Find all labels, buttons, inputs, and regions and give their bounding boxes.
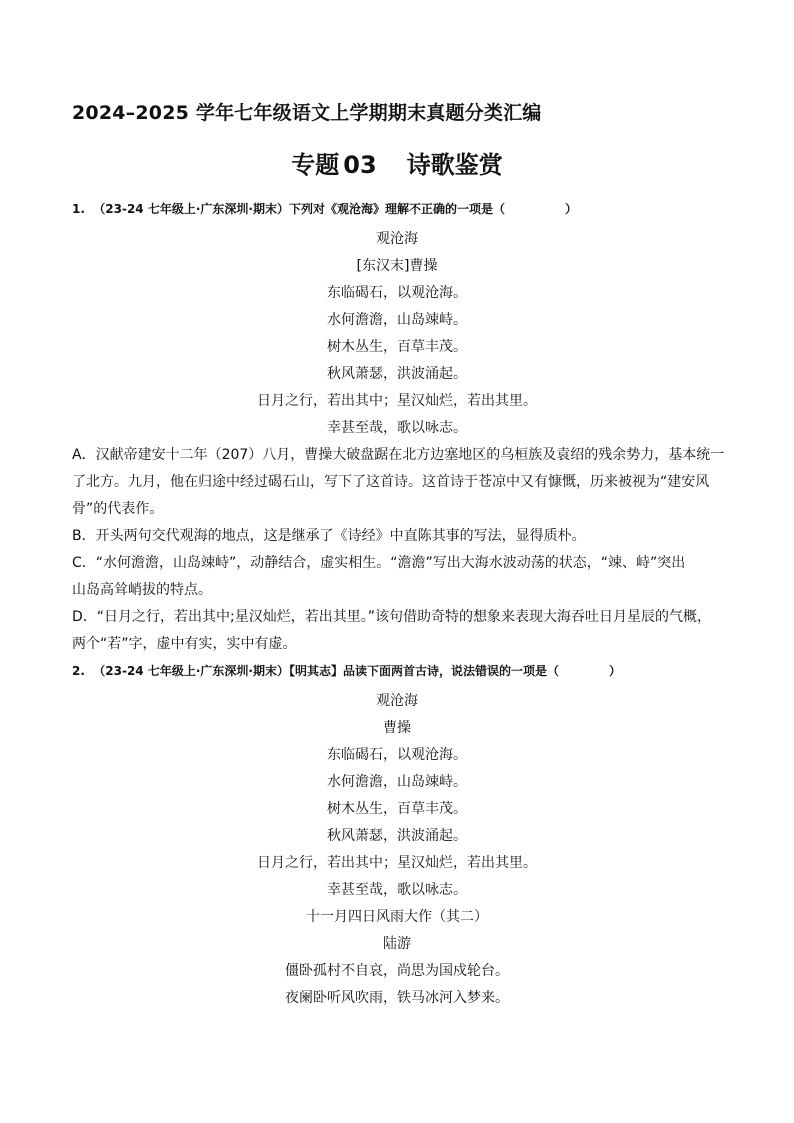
- q2-poem1-line: 树木丛生，百草丰茂。: [327, 801, 467, 817]
- option-d-cont: 两个“若”字，虚中有实，实中有虚。: [72, 636, 297, 652]
- q2-poem1-line: 水何澹澹，山岛竦峙。: [327, 774, 467, 790]
- option-d: D．“日月之行，若出其中;星汉灿烂，若出其里。”该句借助奇特的想象来表现大海吞吐日月星辰的气概，: [72, 609, 712, 625]
- topic-prefix: 专题: [291, 151, 340, 179]
- q2-poem2-line: 僵卧孤村不自哀，尚思为国戍轮台。: [285, 963, 509, 979]
- question-2-source: （23-24 七年级上·广东深圳·期末）: [93, 664, 289, 678]
- q2-poem1-line: 东临碣石，以观沧海。: [327, 747, 467, 763]
- q1-poem-line: 幸甚至哉，歌以咏志。: [327, 420, 467, 436]
- topic-title: [0, 145, 794, 180]
- question-1-source: （23-24 七年级上·广东深圳·期末）: [93, 202, 289, 216]
- q2-poem1-line: 秋风萧瑟，洪波涌起。: [327, 828, 467, 844]
- option-c-cont: 山岛高耸峭拔的特点。: [72, 582, 212, 598]
- question-2-close: ）: [608, 664, 621, 678]
- q1-poem-line: 水何澹澹，山岛竦峙。: [327, 312, 467, 328]
- question-2-stem: [72, 662, 621, 679]
- question-1-stem: [72, 200, 577, 217]
- option-a-cont: 骨”的代表作。: [72, 501, 164, 517]
- q2-poem2-title: 十一月四日风雨大作（其二）: [306, 909, 488, 925]
- option-c: C．“水何澹澹，山岛竦峙”，动静结合，虚实相生。“澹澹”写出大海水波动荡的状态，“竦、峙”突出: [72, 555, 686, 571]
- option-b: B．开头两句交代观海的地点，这是继承了《诗经》中直陈其事的写法，显得质朴。: [72, 528, 586, 544]
- q2-poem2-author: 陆游: [383, 936, 411, 952]
- topic-number: 03: [343, 151, 377, 179]
- option-a: A．汉献帝建安十二年（207）八月，曹操大破盘踞在北方边塞地区的乌桓族及袁绍的残余势力，基本统一: [72, 447, 725, 463]
- document-main-title: 2024–2025 学年七年级语文上学期期末真题分类汇编: [72, 102, 542, 124]
- question-1-number: 1.: [72, 202, 85, 216]
- q2-poem1-line: 幸甚至哉，歌以咏志。: [327, 882, 467, 898]
- topic-name: 诗歌鉴赏: [406, 151, 503, 179]
- q1-poem-line: 日月之行，若出其中；星汉灿烂，若出其里。: [257, 393, 537, 409]
- q1-poem-line: 秋风萧瑟，洪波涌起。: [327, 366, 467, 382]
- q1-poem-title: 观沧海: [376, 231, 418, 247]
- question-2-text: 【明其志】品读下面两首古诗，说法错误的一项是（: [288, 664, 559, 678]
- q2-poem1-author: 曹操: [383, 720, 411, 736]
- q2-poem1-line: 日月之行，若出其中；星汉灿烂，若出其里。: [257, 855, 537, 871]
- question-2-number: 2.: [72, 664, 85, 678]
- q2-poem2-line: 夜阑卧听风吹雨，铁马冰河入梦来。: [285, 990, 509, 1006]
- question-1-text: 下列对《观沧海》理解不正确的一项是（: [288, 202, 505, 216]
- option-a-cont: 了北方。九月，他在归途中经过碣石山，写下了这首诗。这首诗于苍凉中又有慷慨，历来被视为“建安风: [72, 474, 710, 490]
- question-1-close: ）: [564, 202, 577, 216]
- q1-poem-line: 东临碣石，以观沧海。: [327, 285, 467, 301]
- q2-poem1-title: 观沧海: [376, 693, 418, 709]
- q1-poem-line: 树木丛生，百草丰茂。: [327, 339, 467, 355]
- q1-poem-author: [东汉末]曹操: [356, 258, 438, 274]
